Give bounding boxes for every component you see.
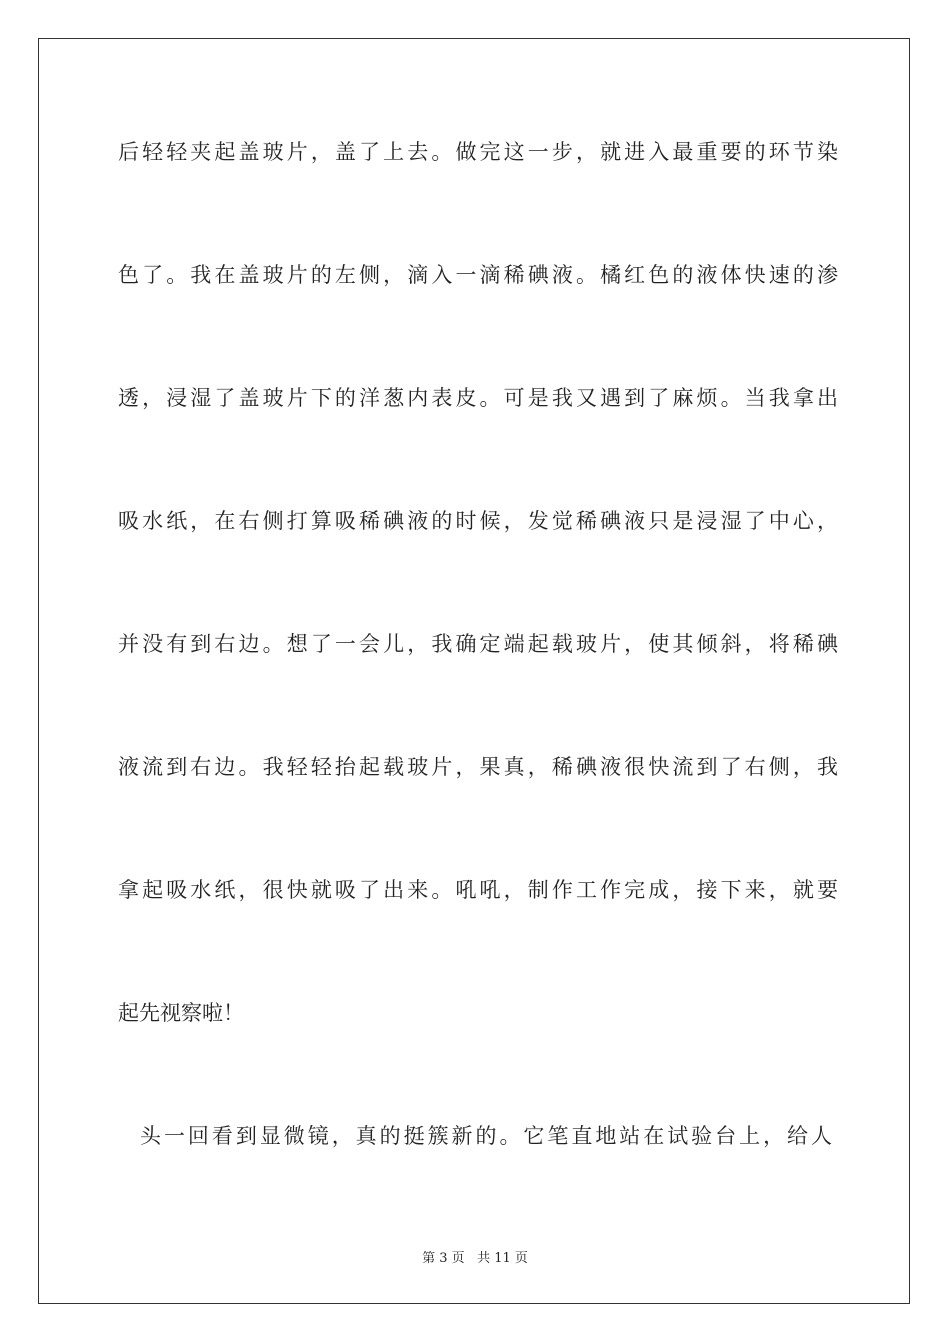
text-line-2: 色了。我在盖玻片的左侧，滴入一滴稀碘液。橘红色的液体快速的渗 [118,263,838,287]
text-line-4: 吸水纸，在右侧打算吸稀碘液的时候，发觉稀碘液只是浸湿了中心， [118,509,838,533]
page-border [38,38,910,1304]
text-line-7: 拿起吸水纸，很快就吸了出来。吼吼，制作工作完成，接下来，就要 [118,878,838,902]
text-line-6: 液流到右边。我轻轻抬起载玻片，果真，稀碘液很快流到了右侧，我 [118,755,838,779]
text-line-5: 并没有到右边。想了一会儿，我确定端起载玻片，使其倾斜，将稀碘 [118,632,838,656]
total-pages: 共 11 页 [477,1251,528,1266]
page-number: 第 3 页 [422,1251,465,1266]
text-line-9-paragraph-start: 头一回看到显微镜，真的挺簇新的。它笔直地站在试验台上，给人 [140,1124,832,1148]
text-line-3: 透，浸湿了盖玻片下的洋葱内表皮。可是我又遇到了麻烦。当我拿出 [118,386,838,410]
page-footer [0,1247,950,1266]
text-line-8: 起先视察啦！ [118,1001,244,1025]
text-line-1: 后轻轻夹起盖玻片，盖了上去。做完这一步，就进入最重要的环节染 [118,140,838,164]
